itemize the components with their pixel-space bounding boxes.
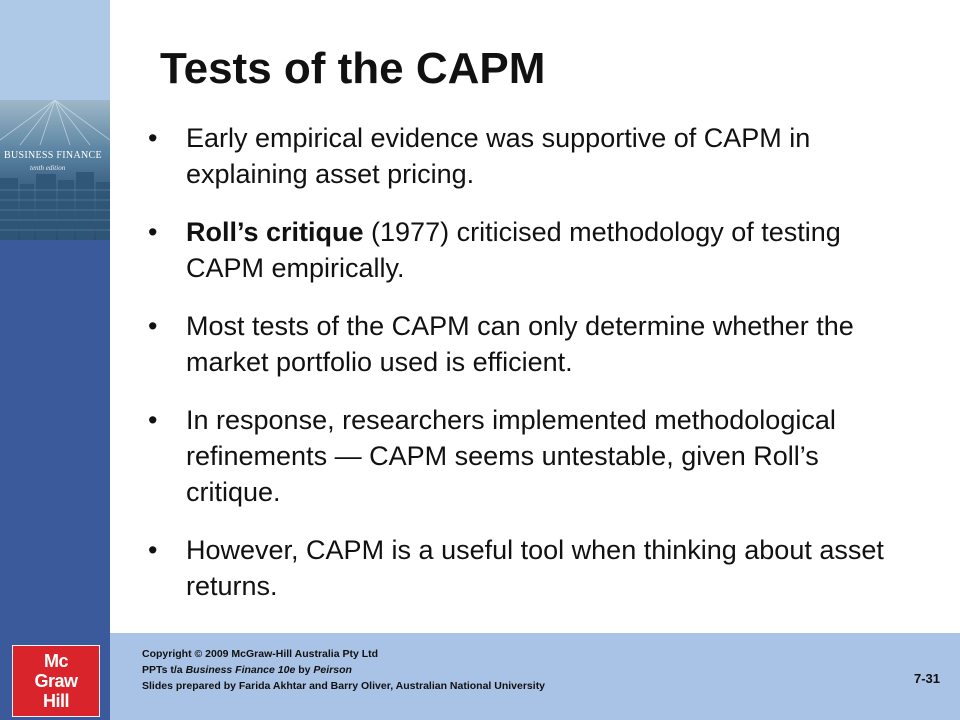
bullet-text: (1977) criticised methodology of testing CAPM empirically.	[186, 217, 841, 283]
footer-content-panel	[110, 633, 860, 720]
bullet-dot: •	[148, 311, 158, 341]
bullet-item	[148, 120, 908, 192]
bullet-list	[148, 120, 908, 604]
copyright-line: PPTs t/a Business Finance 10e by Peirson	[142, 664, 352, 676]
bullet-dot: •	[148, 535, 158, 565]
mcgraw-hill-logo	[12, 645, 100, 717]
book-cover-title: BUSINESS FINANCE	[4, 150, 102, 161]
bullet-item	[148, 402, 908, 510]
bullet-dot: •	[148, 217, 158, 247]
bullet-dot: •	[148, 123, 158, 153]
left-decor-strip	[0, 0, 110, 100]
bullet-text: Most tests of the CAPM can only determine whether the market portfolio used is efficient.	[186, 311, 854, 377]
logo-line: Hill	[42, 691, 69, 711]
bullet-bold-term: Roll’s critique	[186, 217, 364, 247]
bullet-item	[148, 308, 908, 380]
bullet-item	[148, 532, 908, 604]
logo-line: Mc	[43, 651, 68, 671]
bullet-dot: •	[148, 405, 158, 435]
bullet-text: In response, researchers implemented methodological refinements — CAPM seems untestable, given Roll’s critique.	[186, 405, 836, 507]
copyright-line: Slides prepared by Farida Akhtar and Barry Oliver, Australian National University	[142, 680, 546, 692]
slide-title: Tests of the CAPM	[160, 44, 546, 93]
slide-number-panel	[860, 633, 960, 720]
copyright-notice	[142, 646, 842, 694]
bullet-item	[148, 214, 908, 286]
bullet-text: However, CAPM is a useful tool when thinking about asset returns.	[186, 535, 884, 601]
book-cover-edition: tenth edition	[30, 164, 66, 172]
copyright-line: Copyright © 2009 McGraw-Hill Australia Pty Ltd	[142, 648, 379, 660]
bullet-text: Early empirical evidence was supportive of CAPM in explaining asset pricing.	[186, 123, 811, 189]
logo-line: Graw	[34, 671, 78, 691]
left-blue-band	[0, 240, 110, 633]
slide-number: 7-31	[913, 671, 940, 686]
book-cover-image	[0, 100, 110, 240]
